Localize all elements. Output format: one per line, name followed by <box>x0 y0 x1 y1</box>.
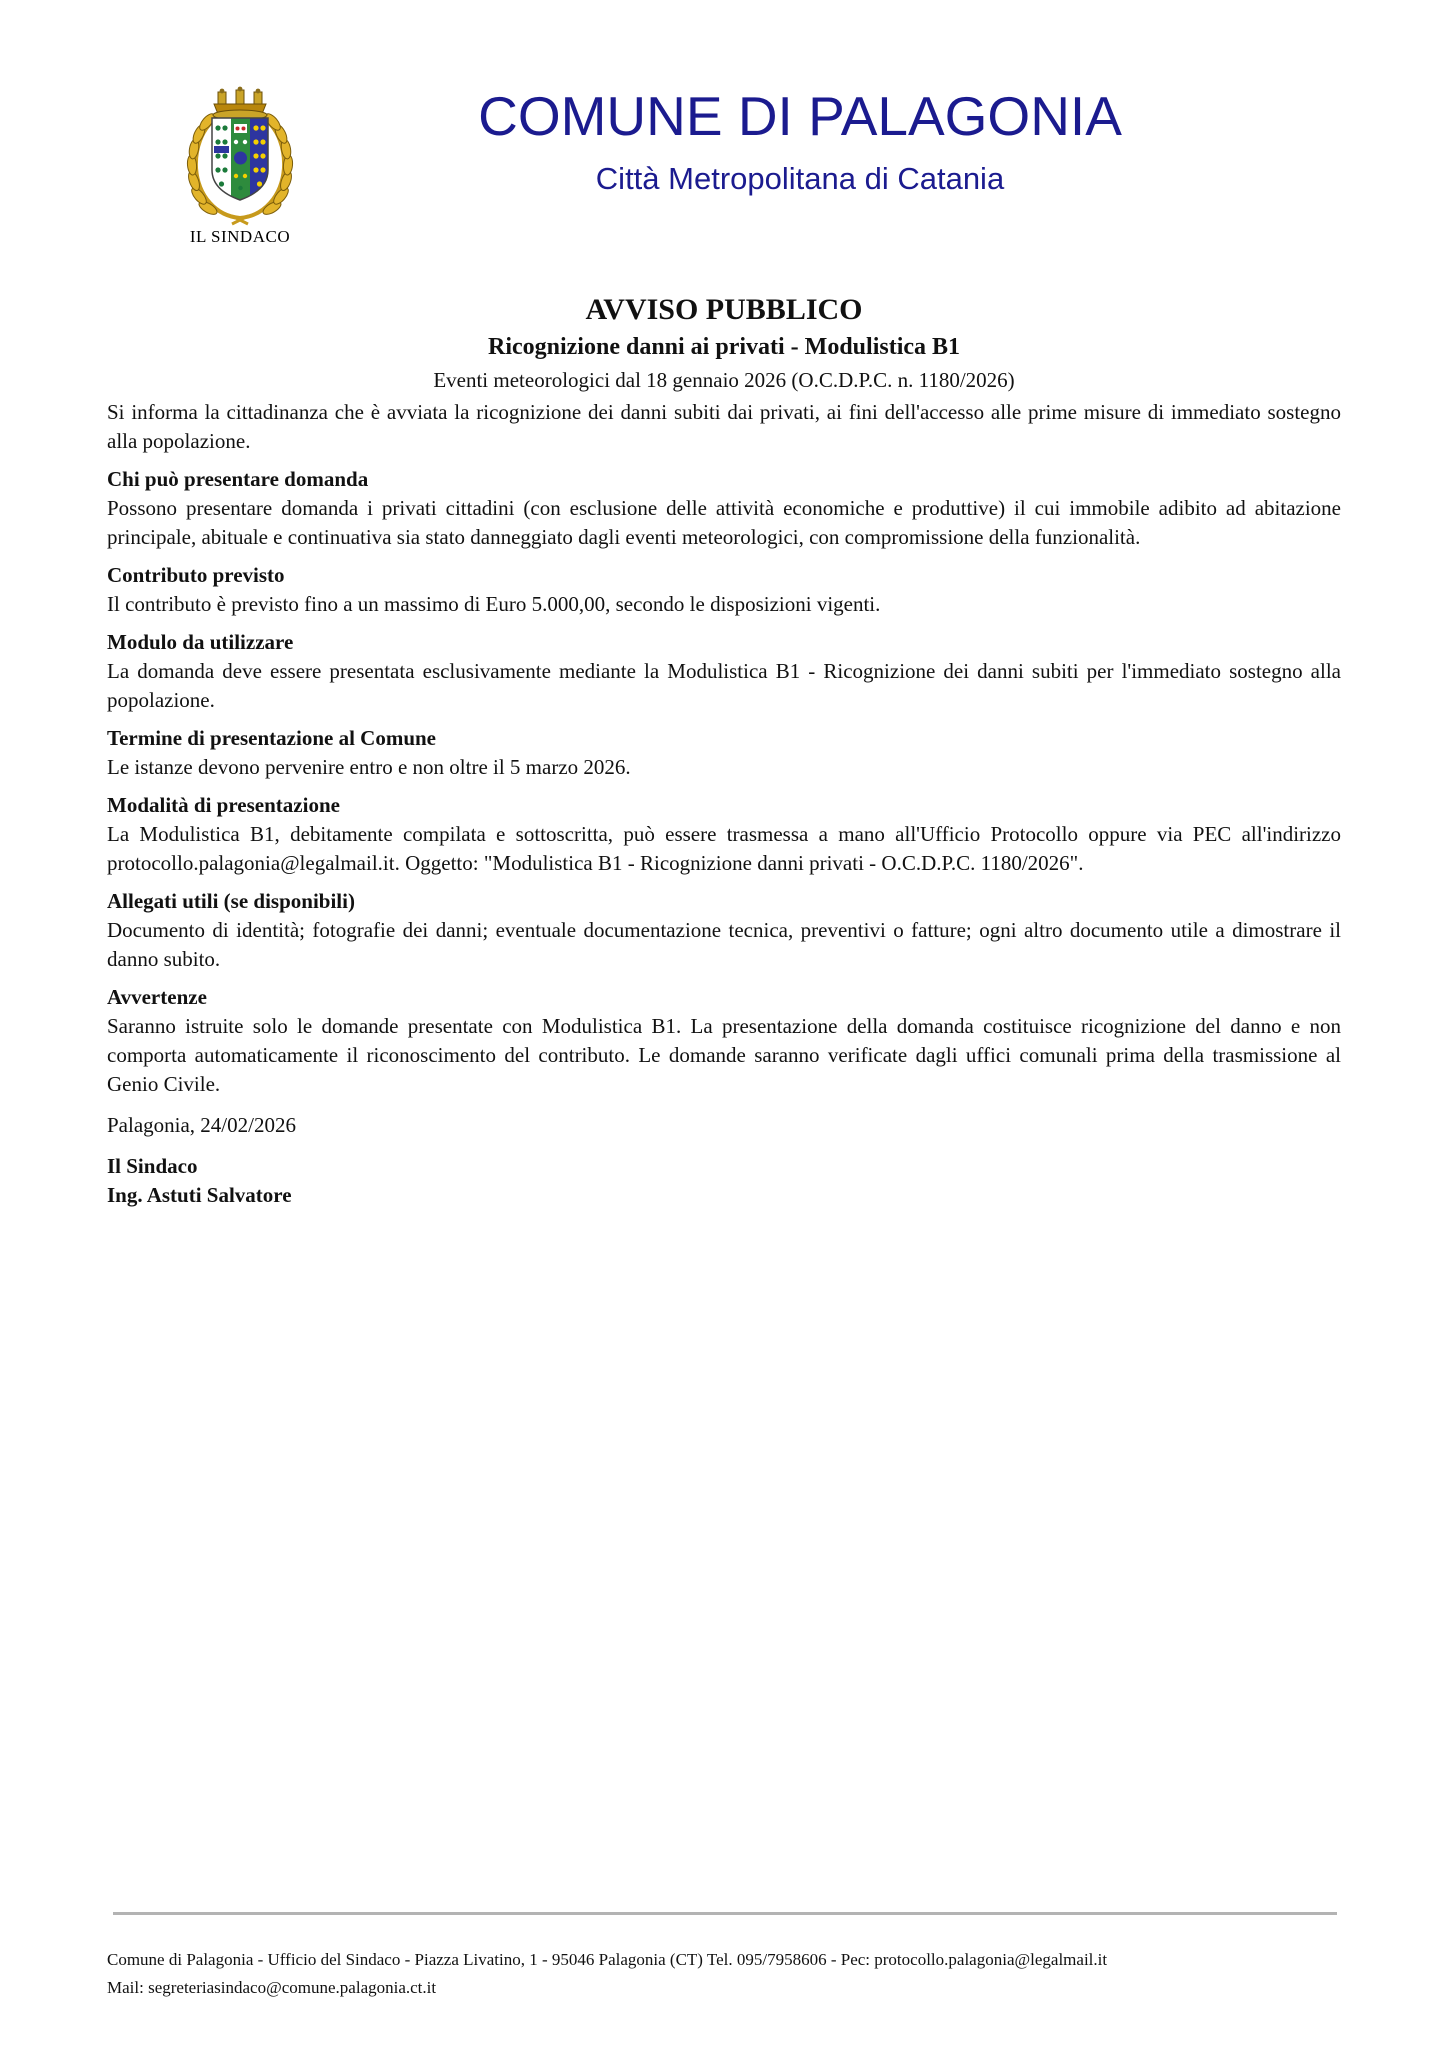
signature-role: Il Sindaco <box>107 1154 198 1178</box>
notice-body <box>107 0 1341 1210</box>
dateline: Palagonia, 24/02/2026 <box>107 1113 296 1137</box>
section-body-modulo: La domanda deve essere presentata esclusivamente mediante la Modulistica B1 - Ricognizione dei danni subiti per l'immediato sostegno alla popolazione. <box>107 659 1341 712</box>
metropolitan-subtitle: Città Metropolitana di Catania <box>595 161 1005 196</box>
notice-subtitle: Ricognizione danni ai privati - Modulistica B1 <box>487 334 961 360</box>
section-heading-allegati: Allegati utili (se disponibili) <box>107 889 355 913</box>
section-heading-avvertenze: Avvertenze <box>107 985 207 1009</box>
footer-contact-line: Comune di Palagonia - Ufficio del Sindaco - Piazza Livatino, 1 - 95046 Palagonia (CT) Tel. 095/7958606 - Pec: protocollo.palagonia@legalmail.it <box>107 1950 1108 1969</box>
notice-title: AVVISO PUBBLICO <box>585 293 863 326</box>
section-heading-modalita: Modalità di presentazione <box>107 793 340 817</box>
section-body-modalita: La Modulistica B1, debitamente compilata e sottoscritta, può essere trasmessa a mano all'Ufficio Protocollo oppure via PEC all'indirizzo protocollo.palagonia@legalmail.it. Oggetto: "Modulistica B1 - Ricognizione danni privati - O.C.D.P.C. 1180/2026". <box>107 822 1341 875</box>
section-heading-modulo: Modulo da utilizzare <box>107 630 294 654</box>
signature-name: Ing. Astuti Salvatore <box>107 1183 292 1207</box>
section-heading-contributo: Contributo previsto <box>107 563 285 587</box>
section-body-allegati: Documento di identità; fotografie dei danni; eventuale documentazione tecnica, preventivi o fatture; ogni altro documento utile a dimostrare il danno subito. <box>107 918 1341 971</box>
section-body-chi-puo: Possono presentare domanda i privati cittadini (con esclusione delle attività economiche e produttive) il cui immobile adibito ad abitazione principale, abituale e continuativa sia stato danneggiato dagli eventi meteorologici, con compromissione della funzionalità. <box>107 496 1341 549</box>
section-body-termine: Le istanze devono pervenire entro e non oltre il 5 marzo 2026. <box>107 755 631 779</box>
office-label: IL SINDACO <box>189 227 291 246</box>
section-heading-chi-puo: Chi può presentare domanda <box>107 467 369 491</box>
footer-divider <box>113 1912 1337 1915</box>
notice-event-line: Eventi meteorologici dal 18 gennaio 2026 (O.C.D.P.C. n. 1180/2026) <box>433 368 1015 392</box>
intro-paragraph: Si informa la cittadinanza che è avviata la ricognizione dei danni subiti dai privati, ai fini dell'accesso alle prime misure di immediato sostegno alla popolazione. <box>107 400 1341 453</box>
footer-mail-line: Mail: segreteriasindaco@comune.palagonia.ct.it <box>107 1978 437 1997</box>
section-body-contributo: Il contributo è previsto fino a un massimo di Euro 5.000,00, secondo le disposizioni vigenti. <box>107 592 881 616</box>
section-body-avvertenze: Saranno istruite solo le domande presentate con Modulistica B1. La presentazione della domanda costituisce ricognizione del danno e non comporta automaticamente il riconoscimento del contributo. Le domande saranno verificate dagli uffici comunali prima della trasmissione al Genio Civile. <box>107 1014 1341 1096</box>
municipality-name: COMUNE DI PALAGONIA <box>478 85 1122 147</box>
section-heading-termine: Termine di presentazione al Comune <box>107 726 436 750</box>
